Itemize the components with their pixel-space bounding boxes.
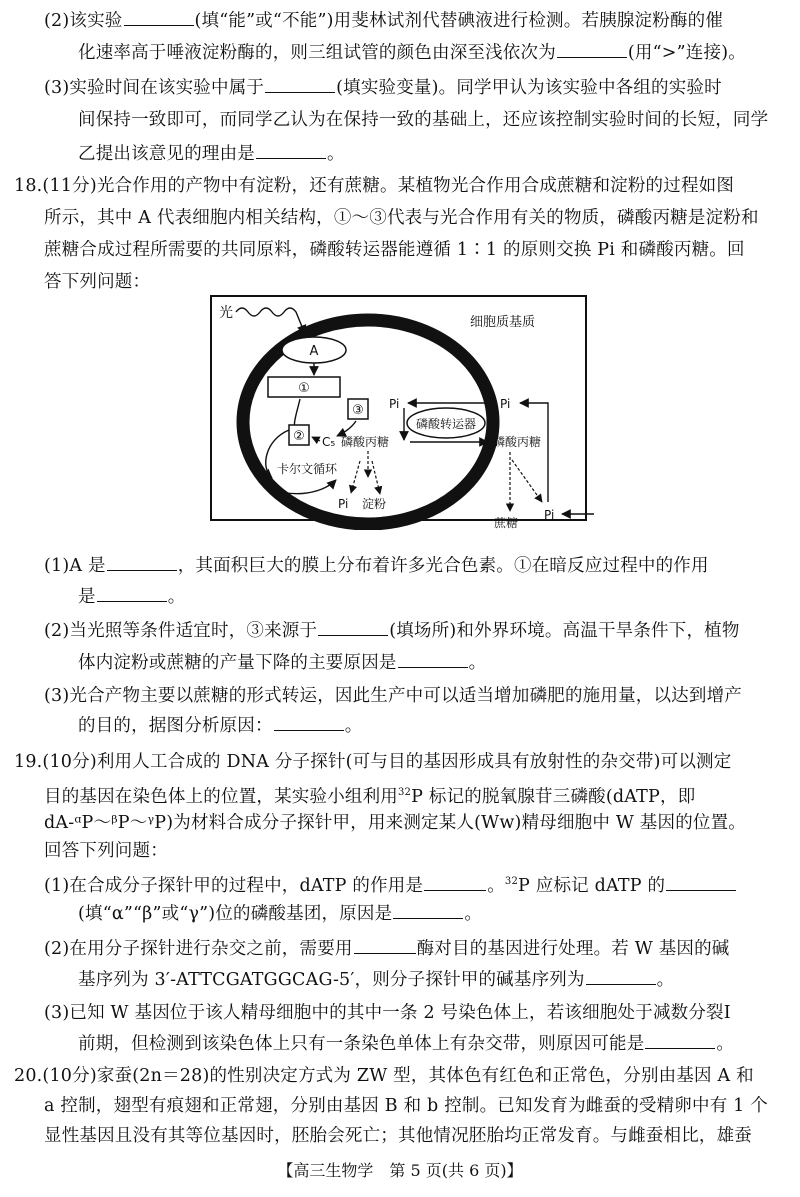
text: 的目的，据图分析原因： [78,716,273,736]
q18-stem-line3: 蔗糖合成过程所需要的共同原料，磷酸转运器能遵循 1∶1 的原则交换 Pi 和磷酸丙糖。回 [44,240,745,260]
triose-in-label: 磷酸丙糖 [341,435,390,449]
answer-blank[interactable] [265,75,335,93]
answer-blank[interactable] [586,967,656,985]
superscript: 32 [504,876,519,887]
label-A: A [309,344,319,359]
text: 。 [468,653,487,673]
text: 目的基因在染色体上的位置，某实验小组利用 [44,786,398,807]
text: (3)实验时间在该实验中属于 [44,78,265,98]
pi-far-label: Pi [544,508,555,522]
answer-blank[interactable] [97,584,167,602]
arrow-triose-to-pi-far [512,460,542,502]
answer-blank[interactable] [557,40,627,58]
answer-blank[interactable] [424,873,486,891]
q19-part2-line2 [78,967,674,992]
text: P 应标记 dATP 的 [518,875,666,896]
q19-part3-line1: (3)已知 W 基因位于该人精母细胞中的其中一条 2 号染色体上，若该细胞处于减数分裂Ⅰ [44,1003,731,1023]
q18-part2-line1 [44,618,740,643]
q18-stem-line2: 所示，其中 A 代表细胞内相关结构，①～③代表与光合作用有关的物质，磷酸丙糖是淀粉和 [44,208,759,228]
answer-blank[interactable] [354,936,416,954]
text: (2)当光照等条件适宜时，③来源于 [44,621,318,641]
text: 。 [656,970,675,990]
text: 。 [327,144,345,164]
text: (2)在用分子探针进行杂交之前，需要用 [44,939,353,959]
text: 是 [78,587,96,607]
pi-right-label: Pi [500,397,511,411]
arrow-triose-to-pi [351,461,360,493]
q19-stem-line3: dA-ᵅP～ᵝP～ᵞP)为材料合成分子探针甲，用来测定某人(Ww)精母细胞中 W 基因的位置。 [44,813,746,833]
q19-stem-line1: 19.(10分)利用人工合成的 DNA 分子探针(可与目的基因形成具有放射性的杂交带)可以测定 [14,752,732,772]
q19-stem-line4: 回答下列问题： [44,841,168,861]
text: 。 [167,587,186,607]
text: 前期，但检测到该染色体上只有一条染色单体上有杂交带，则原因可能是 [78,1034,645,1054]
answer-blank[interactable] [124,8,194,26]
q19-part3-line2 [78,1031,734,1056]
text: (填“能”或“不能”)用斐林试剂代替碘液进行检测。若胰腺淀粉酶的催 [194,11,724,31]
q18-stem-line1: 18.(11分)光合作用的产物中有淀粉，还有蔗糖。某植物光合作用合成蔗糖和淀粉的过程如图 [14,176,735,196]
light-wave [236,308,305,334]
page-footer: 【高三生物学 第 5 页(共 6 页)】 [277,1161,523,1180]
q17-part2-line2 [78,40,746,65]
q19-part2-line1 [44,936,730,961]
text: (填场所)和外界环境。高温干旱条件下，植物 [389,621,740,641]
q18-part3-line1: (3)光合产物主要以蔗糖的形式转运，因此生产中可以适当增加磷肥的施用量，以达到增产 [44,686,742,706]
q19-part1-line1 [44,870,737,898]
label-2: ② [293,429,305,444]
text: (1)A 是 [44,556,106,576]
q17-part3-line3 [78,141,345,166]
pi-return-path [520,403,548,502]
text: 体内淀粉或蔗糖的产量下降的主要原因是 [78,653,397,673]
answer-blank[interactable] [274,713,344,731]
text: (2)该实验 [44,11,123,31]
text: 基序列为 3′-ATTCGATGGCAG-5′，则分子探针甲的碱基序列为 [78,970,585,990]
photosynthesis-diagram [0,290,800,530]
transporter-label: 磷酸转运器 [415,417,477,431]
q20-stem-line1: 20.(10分)家蚕(2n＝28)的性别决定方式为 ZW 型，其体色有红色和正常色，分别由基因 A 和 [14,1066,754,1086]
label-1: ① [298,381,310,396]
text: (1)在合成分子探针甲的过程中，dATP 的作用是 [44,875,424,896]
q17-part2-line1 [44,8,723,33]
q20-stem-line2: a 控制，翅型有痕翅和正常翅，分别由基因 B 和 b 控制。已知发育为雌蚕的受精卵中有 1 个 [44,1096,768,1116]
q18-part1-line1 [44,553,709,578]
q18-stem-line4: 答下列问题： [44,272,151,292]
text: (填“α”“β”或“γ”)位的磷酸基团，原因是 [78,904,393,924]
answer-blank[interactable] [318,618,388,636]
answer-blank[interactable] [107,553,177,571]
sucrose-label: 蔗糖 [494,516,519,530]
q17-part3-line1 [44,75,722,100]
starch-label: 淀粉 [362,497,387,511]
text: 乙提出该意见的理由是 [78,144,255,164]
text: (填实验变量)。同学甲认为该实验中各组的实验时 [336,78,722,98]
arrow-triose-to-starch2 [372,461,380,494]
label-C5: C₅ [322,435,336,449]
pi-left-label: Pi [389,397,400,411]
answer-blank[interactable] [666,873,736,891]
text: (用“>”连接)。 [627,43,746,63]
text: 。 [464,904,483,924]
text: ，其面积巨大的膜上分布着许多光合色素。①在暗反应过程中的作用 [177,556,709,576]
q17-part3-line2: 间保持一致即可，而同学乙认为在保持一致的基础上，还应该控制实验时间的长短，同学 [78,110,769,130]
text: 。 [344,716,363,736]
q20-stem-line3: 显性基因且没有其等位基因时，胚胎会死亡；其他情况胚胎均正常发育。与雌蚕相比，雄蚕 [44,1126,752,1146]
q18-part3-line2 [78,713,362,738]
answer-blank[interactable] [393,901,463,919]
pi-inner-label: Pi [338,497,349,511]
superscript: 32 [398,787,412,798]
arrow-C5-to-2 [312,437,320,441]
q19-part1-line2 [78,901,482,926]
text: 。 [487,875,505,896]
answer-blank[interactable] [645,1031,715,1049]
answer-blank[interactable] [398,650,468,668]
text: 酶对目的基因进行处理。若 W 基因的碱 [416,939,730,959]
arrow-3-in [337,421,356,436]
answer-blank[interactable] [256,141,326,159]
label-3: ③ [352,403,364,418]
q19-stem-line2 [44,781,695,809]
calvin-label: 卡尔文循环 [277,462,338,476]
cytoplasm-label: 细胞质基质 [470,315,536,330]
light-label: 光 [219,305,233,321]
triose-out-label: 磷酸丙糖 [493,435,542,449]
text: 化速率高于唾液淀粉酶的，则三组试管的颜色由深至浅依次为 [78,43,556,63]
text: 。 [716,1034,735,1054]
text: P 标记的脱氧腺苷三磷酸(dATP，即 [411,786,696,807]
q18-part2-line2 [78,650,486,675]
q18-part1-line2 [78,584,185,609]
